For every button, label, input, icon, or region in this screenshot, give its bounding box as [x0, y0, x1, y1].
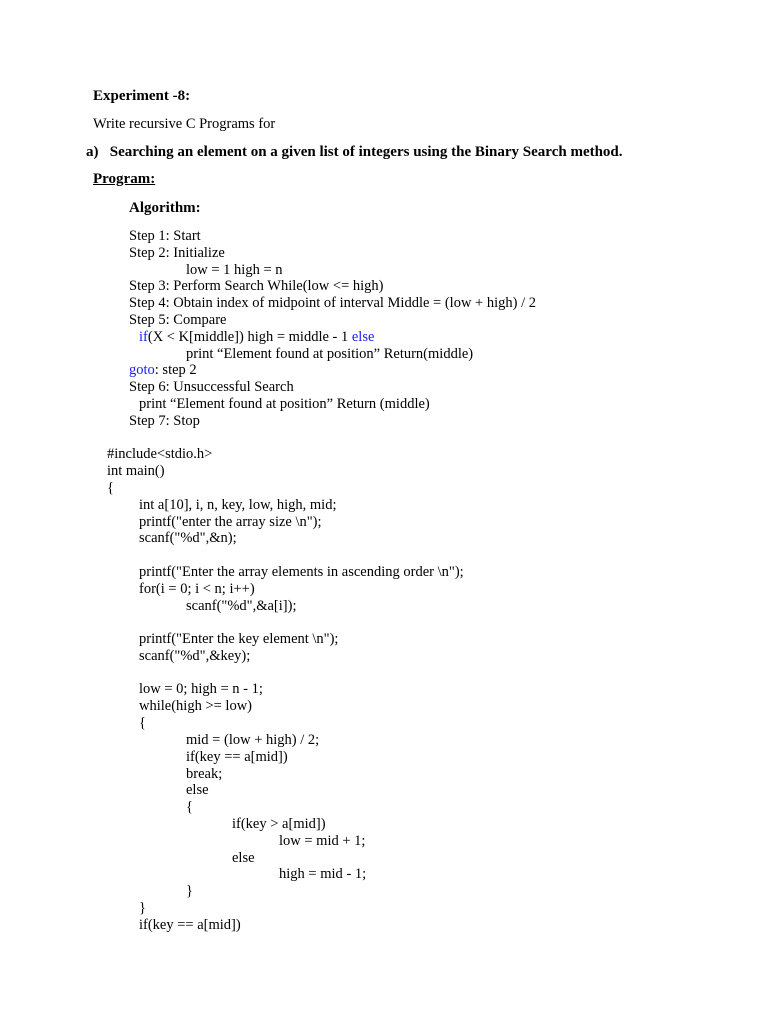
code-line: scanf("%d",&n); — [139, 530, 237, 546]
code-line: if(key > a[mid]) — [232, 816, 326, 832]
program-heading: Program: — [93, 171, 156, 187]
algorithm-step: Step 5: Compare — [129, 312, 227, 328]
algorithm-step-detail: low = 1 high = n — [186, 262, 283, 278]
code-line: if(key == a[mid]) — [186, 749, 288, 765]
algorithm-step: Step 3: Perform Search While(low <= high) — [129, 278, 384, 294]
code-line: { — [107, 480, 114, 496]
goto-keyword: goto — [129, 362, 155, 378]
code-line: break; — [186, 766, 223, 782]
code-line: for(i = 0; i < n; i++) — [139, 581, 255, 597]
code-line: { — [186, 799, 193, 815]
code-line: int a[10], i, n, key, low, high, mid; — [139, 497, 337, 513]
code-line: int main() — [107, 463, 165, 479]
code-line: { — [139, 715, 146, 731]
code-line: #include<stdio.h> — [107, 446, 213, 462]
algorithm-step: Step 4: Obtain index of midpoint of interval Middle = (low + high) / 2 — [129, 295, 536, 311]
task-heading — [86, 144, 623, 161]
experiment-title: Experiment -8: — [93, 88, 191, 104]
algorithm-print: print “Element found at position” Return(middle) — [186, 346, 474, 362]
code-line: else — [232, 850, 255, 866]
algorithm-goto — [129, 362, 197, 379]
code-line: if(key == a[mid]) — [139, 917, 241, 933]
algorithm-heading: Algorithm: — [129, 200, 201, 216]
algorithm-condition — [139, 329, 374, 346]
code-line: scanf("%d",&a[i]); — [186, 598, 297, 614]
intro-text: Write recursive C Programs for — [93, 116, 276, 132]
algorithm-step: Step 6: Unsuccessful Search — [129, 379, 294, 395]
code-line: printf("Enter the key element \n"); — [139, 631, 339, 647]
code-line: high = mid - 1; — [279, 866, 367, 882]
code-line: while(high >= low) — [139, 698, 253, 714]
code-line: low = 0; high = n - 1; — [139, 681, 263, 697]
code-line: low = mid + 1; — [279, 833, 366, 849]
code-line: else — [186, 782, 209, 798]
goto-target: : step 2 — [154, 362, 197, 378]
code-line: } — [139, 900, 146, 916]
if-body: (X < K[middle]) high = middle - 1 — [147, 329, 352, 345]
algorithm-step: Step 2: Initialize — [129, 245, 225, 261]
code-line: mid = (low + high) / 2; — [186, 732, 320, 748]
task-marker: a) — [86, 144, 99, 160]
else-keyword: else — [351, 329, 375, 345]
if-keyword: if — [139, 329, 148, 345]
code-line: printf("Enter the array elements in ascending order \n"); — [139, 564, 464, 580]
algorithm-print: print “Element found at position” Return (middle) — [139, 396, 430, 412]
algorithm-step: Step 1: Start — [129, 228, 201, 244]
task-text: Searching an element on a given list of integers using the Binary Search method. — [109, 144, 623, 160]
code-line: printf("enter the array size \n"); — [139, 514, 322, 530]
code-line: scanf("%d",&key); — [139, 648, 251, 664]
code-line: } — [186, 883, 193, 899]
algorithm-step: Step 7: Stop — [129, 413, 200, 429]
